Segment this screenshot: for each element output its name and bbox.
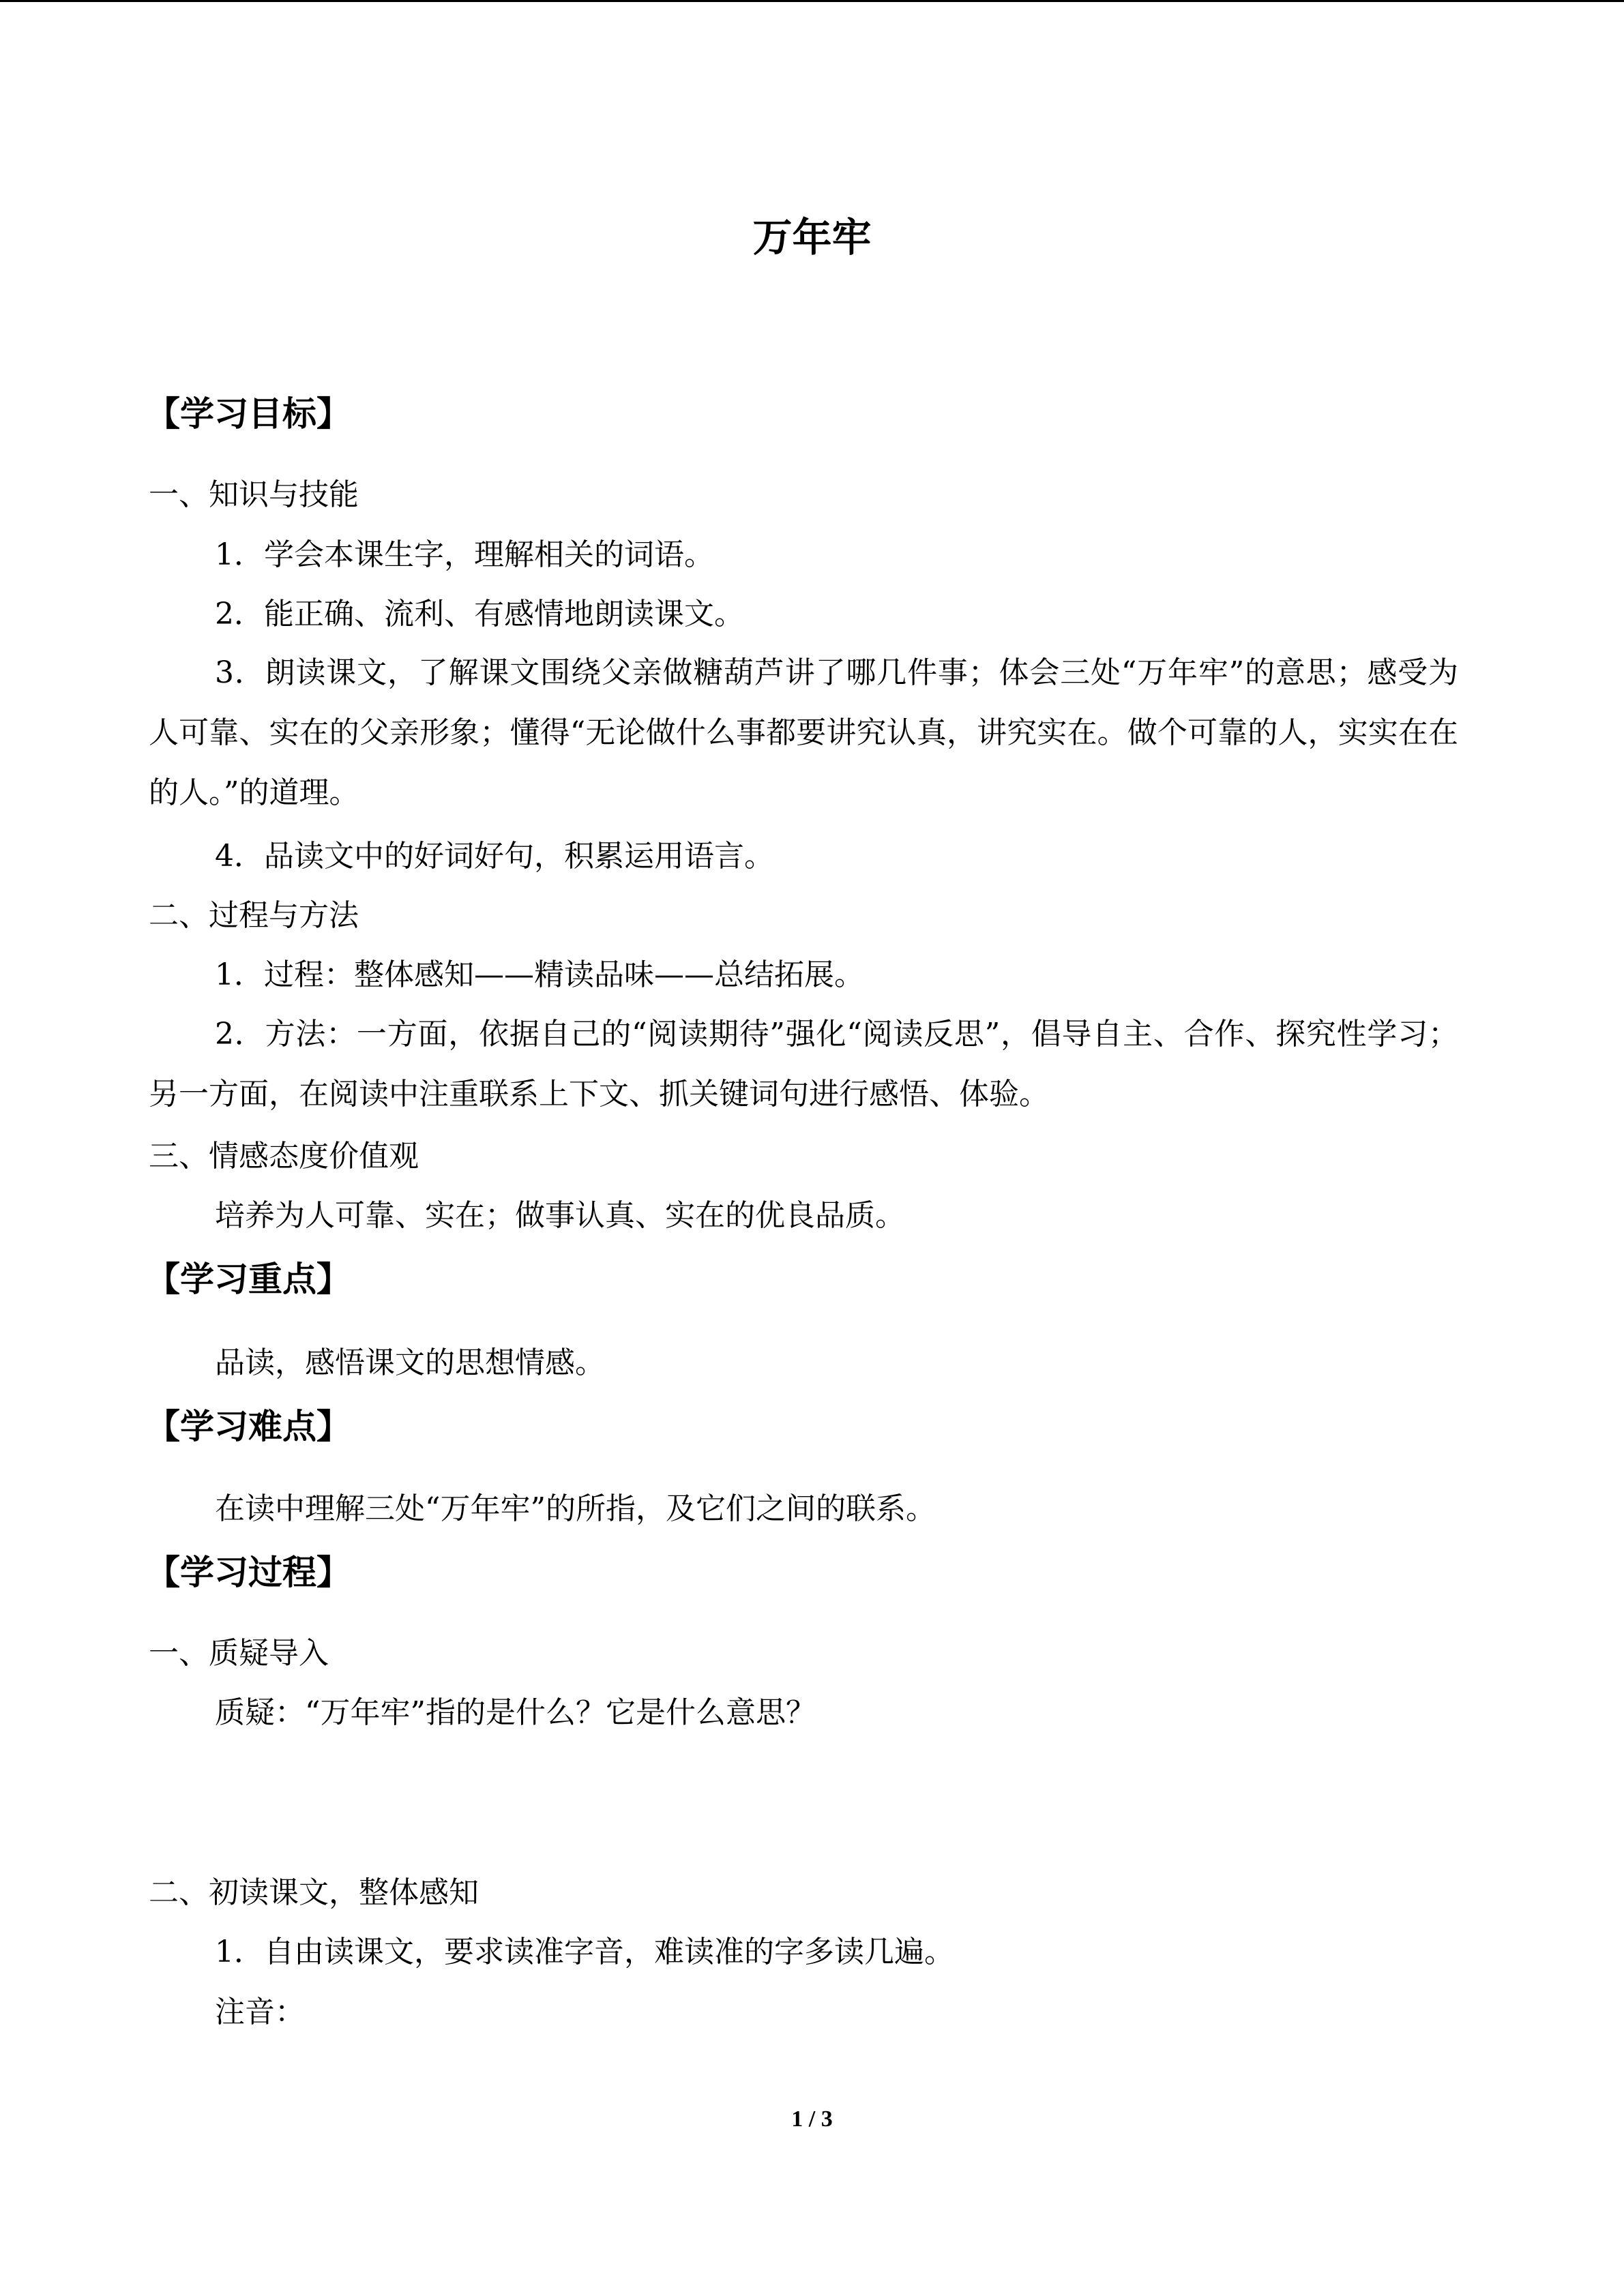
objectives-part3-label: 三、情感态度价值观: [149, 1139, 419, 1174]
difficulties-text: 在读中理解三处“万年牢”的所指，及它们之间的联系。: [215, 1491, 936, 1526]
page-number: 1 / 3: [791, 2106, 833, 2132]
key-points-text: 品读，感悟课文的思想情感。: [215, 1345, 605, 1380]
top-border-rule: [0, 0, 1624, 2]
objectives-part1-item-4: 4．品读文中的好词好句，积累运用语言。: [215, 839, 774, 874]
objectives-part2-item-2: 2．方法：一方面，依据自己的“阅读期待”强化“阅读反思”，倡导自主、合作、探究性学习；另一方面，在阅读中注重联系上下文、抓关键词句进行感悟、体验。: [149, 1017, 1458, 1112]
objectives-part2-item-1: 1．过程：整体感知——精读品味——总结拓展。: [215, 957, 864, 992]
process-step2-item-1: 1．自由读课文，要求读准字音，难读准的字多读几遍。: [215, 1935, 954, 1969]
document-title: 万年牢: [752, 214, 872, 260]
process-step2-item-2: 注音：: [215, 1995, 305, 2029]
objectives-part1-item-2: 2．能正确、流利、有感情地朗读课文。: [215, 597, 744, 631]
objectives-part1-item-3: 3．朗读课文，了解课文围绕父亲做糖葫芦讲了哪几件事；体会三处“万年牢”的意思；感受为人可靠、实在的父亲形象；懂得“无论做什么事都要讲究认真，讲究实在。做个可靠的人，实实在在的人。”的道理。: [149, 655, 1458, 810]
objectives-part1-item-1: 1．学会本课生字，理解相关的词语。: [215, 537, 714, 572]
heading-key-points: 【学习重点】: [146, 1259, 351, 1299]
process-step1-text: 质疑：“万年牢”指的是什么？它是什么意思？: [215, 1695, 816, 1730]
process-step2-label: 二、初读课文，整体感知: [149, 1875, 479, 1910]
objectives-part2-label: 二、过程与方法: [149, 898, 359, 933]
objectives-part3-text: 培养为人可靠、实在；做事认真、实在的优良品质。: [215, 1198, 905, 1233]
heading-difficulties: 【学习难点】: [146, 1407, 351, 1446]
heading-learning-process: 【学习过程】: [146, 1553, 351, 1592]
objectives-part1-label: 一、知识与技能: [149, 477, 359, 512]
heading-learning-objectives: 【学习目标】: [146, 394, 351, 434]
process-step1-label: 一、质疑导入: [149, 1636, 329, 1671]
